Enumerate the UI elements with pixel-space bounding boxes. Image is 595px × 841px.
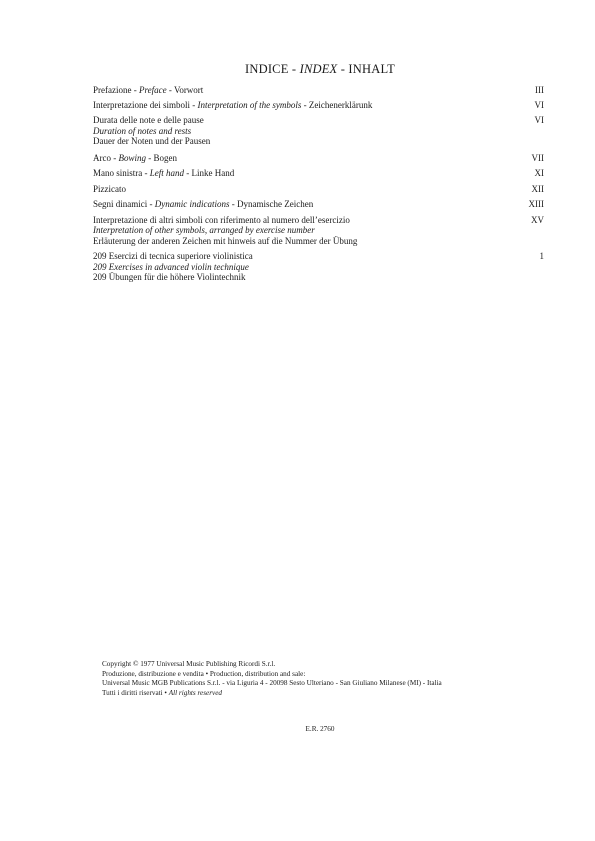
title-italian: INDICE - xyxy=(245,62,300,76)
page-title xyxy=(0,62,595,77)
toc-entry-duration xyxy=(93,115,544,147)
entry-text: - Bogen xyxy=(146,152,178,163)
publisher-footer xyxy=(102,660,532,698)
entry-text: Pizzicato xyxy=(93,183,126,194)
entry-text-german: Dauer der Noten und der Pausen xyxy=(93,136,211,146)
entry-text-english: Interpretation of other symbols, arranged by exercise number xyxy=(93,225,315,235)
toc-entry-pizzicato xyxy=(93,184,544,195)
rights-english: All rights reserved xyxy=(168,688,222,697)
entry-text: Segni dinamici - xyxy=(93,199,155,209)
table-of-contents xyxy=(93,85,544,282)
entry-text-english: Bowing xyxy=(118,152,147,163)
rights-line xyxy=(102,689,532,699)
edition-code: E.R. 2760 xyxy=(305,725,335,733)
page-number: XV xyxy=(531,214,544,225)
page-number: XI xyxy=(534,168,544,178)
entry-text-english: Duration of notes and rests xyxy=(93,125,192,136)
entry-text: - Dynamische Zeichen xyxy=(229,199,314,209)
toc-entry-preface xyxy=(93,85,544,96)
address-line: Universal Music MGB Publications S.r.l. - via Liguria 4 - 20098 Sesto Ulteriano - San Giuliano Milanese (MI) - Italia xyxy=(102,679,442,688)
entry-text: Durata delle note e delle pause xyxy=(93,115,204,125)
entry-text-german: Erläuterung der anderen Zeichen mit hinweis auf die Nummer der Übung xyxy=(93,235,358,246)
entry-text: - Vorwort xyxy=(166,85,204,95)
entry-text-english: Preface xyxy=(138,85,167,95)
entry-text: Interpretazione di altri simboli con riferimento al numero dell’esercizio xyxy=(93,214,350,225)
page-number: VII xyxy=(531,152,544,163)
toc-entry-left-hand xyxy=(93,168,544,179)
title-german: - INHALT xyxy=(337,62,395,76)
toc-entry-dynamics xyxy=(93,199,544,210)
page-number: III xyxy=(535,85,544,95)
page-number: 1 xyxy=(539,251,544,261)
entry-text: 209 Esercizi di tecnica superiore violinistica xyxy=(93,251,253,261)
entry-text: - Zeichenerklärunk xyxy=(301,99,373,110)
distribution-line: Produzione, distribuzione e vendita • Production, distribution and sale: xyxy=(102,669,306,678)
entry-text-english: 209 Exercises in advanced violin technique xyxy=(93,261,249,272)
entry-text-english: Left hand xyxy=(149,168,185,178)
rights-italian: Tutti i diritti riservati • xyxy=(102,688,169,697)
entry-text: Interpretazione dei simboli - xyxy=(93,99,198,110)
page-number: XIII xyxy=(528,199,544,209)
entry-text: Mano sinistra - xyxy=(93,168,150,178)
entry-text-english: Dynamic indications xyxy=(154,199,230,209)
toc-entry-symbols xyxy=(93,100,544,111)
title-english: INDEX xyxy=(299,62,338,76)
entry-text: Arco - xyxy=(93,152,119,163)
page-number: VI xyxy=(534,99,544,110)
toc-entry-bowing xyxy=(93,153,544,164)
page-number: VI xyxy=(534,115,544,125)
toc-entry-exercises xyxy=(93,251,544,283)
entry-text-german: 209 Übungen für die höhere Violintechnik xyxy=(93,272,246,282)
entry-text: - Linke Hand xyxy=(184,168,235,178)
entry-text: Prefazione - xyxy=(93,85,139,95)
copyright-line: Copyright © 1977 Universal Music Publishing Ricordi S.r.l. xyxy=(102,660,276,668)
page-number: XII xyxy=(531,183,544,194)
entry-text-english: Interpretation of the symbols xyxy=(197,99,302,110)
toc-entry-other-symbols xyxy=(93,215,544,247)
